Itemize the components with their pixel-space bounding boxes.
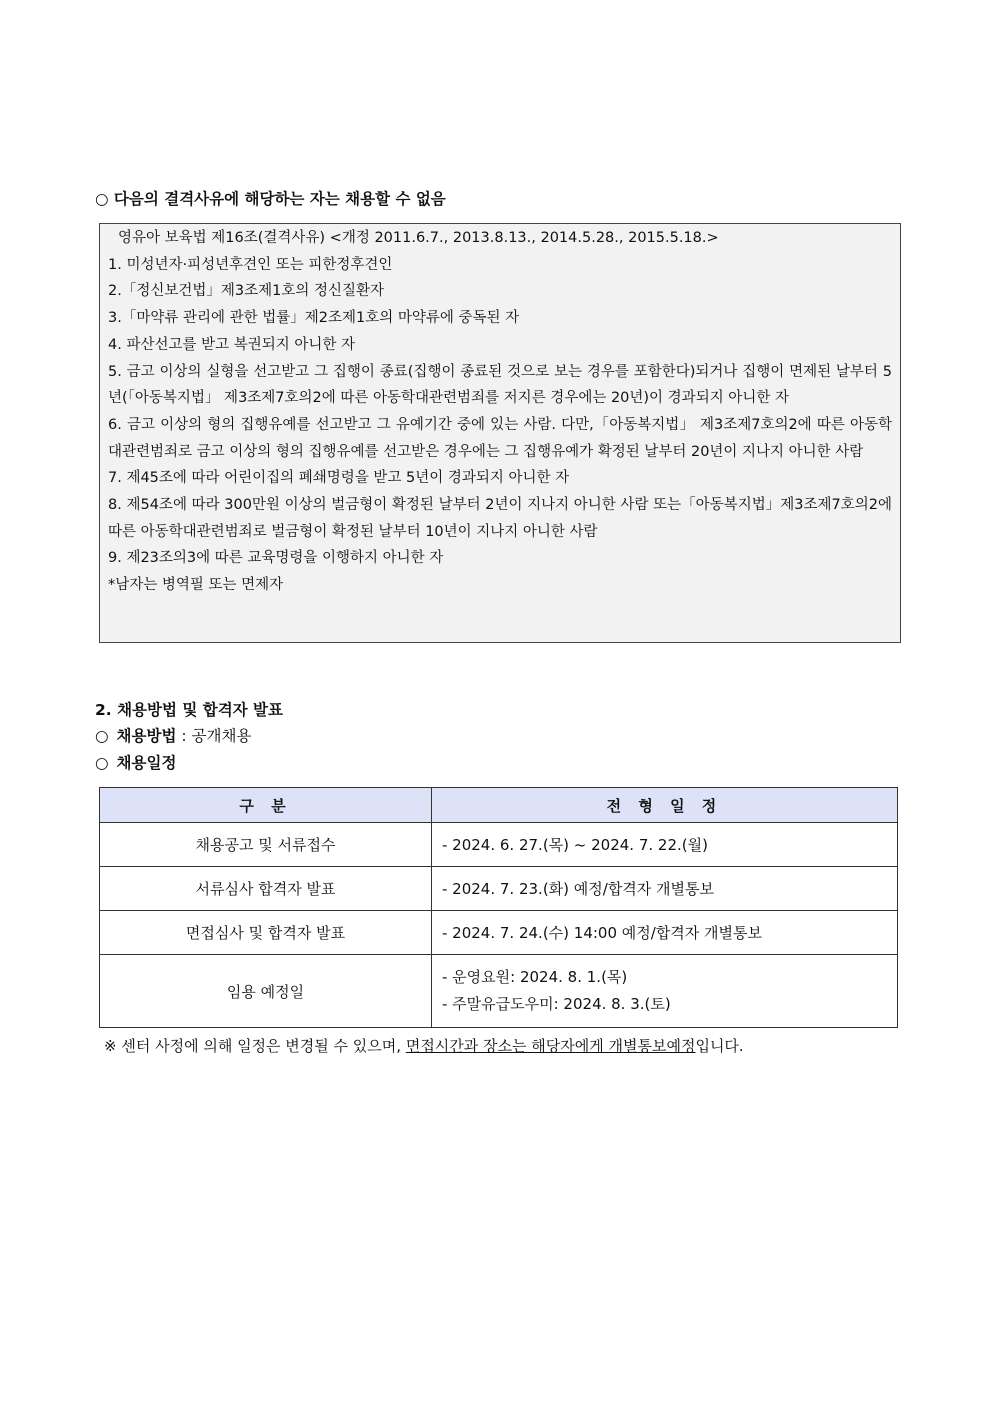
disqualification-heading: ○ 다음의 결격사유에 해당하는 자는 채용할 수 없음 xyxy=(95,190,446,208)
note-prefix: ※ 센터 사정에 의해 일정은 변경될 수 있으며, xyxy=(104,1037,406,1055)
list-item: 9. 제23조의3에 따른 교육명령을 이행하지 아니한 자 xyxy=(108,550,444,567)
note-underlined: 면접시간과 장소는 해당자에게 개별통보예정 xyxy=(405,1037,696,1055)
circle-bullet-icon: ○ xyxy=(95,727,109,745)
table-row xyxy=(100,911,898,955)
row-label: 임용 예정일 xyxy=(100,955,432,1028)
row-value-line: - 운영요원: 2024. 8. 1.(목) xyxy=(442,968,628,986)
list-item: 8. 제54조에 따라 300만원 이상의 벌금형이 확정된 날부터 2년이 지나지 아니한 사람 또는「아동복지법」제3조제7호의2에 따른 아동학대관련범죄로 벌금형이 확정된 날부터 10년이 지나지 아니한 사람 xyxy=(108,497,892,540)
circle-bullet-icon: ○ xyxy=(95,754,109,772)
table-row xyxy=(100,955,898,1028)
footnote: *남자는 병역필 또는 면제자 xyxy=(108,577,284,594)
row-value-line: - 주말유급도우미: 2024. 8. 3.(토) xyxy=(442,995,671,1013)
method-line xyxy=(95,724,251,748)
list-item: 6. 금고 이상의 형의 집행유예를 선고받고 그 유예기간 중에 있는 사람. 다만,「아동복지법」 제3조제7호의2에 따른 아동학대관련범죄로 금고 이상의 형의 집행유예를 선고받은 경우에는 그 집행유예가 확정된 날부터 20년이 지나지 아니한 사람 xyxy=(108,416,892,460)
law-title: 영유아 보육법 제16조(결격사유) <개정 2011.6.7., 2013.8.13., 2014.5.28., 2015.5.18.> xyxy=(118,230,719,246)
list-item: 5. 금고 이상의 실형을 선고받고 그 집행이 종료(집행이 종료된 것으로 보는 경우를 포함한다)되거나 집행이 면제된 날부터 5년(「아동복지법」 제3조제7호의2에 따른 아동학대관련범죄를 저지른 경우에는 20년)이 경과되지 아니한 자 xyxy=(108,363,892,407)
table-row xyxy=(100,867,898,911)
list-item: 1. 미성년자·피성년후견인 또는 피한정후견인 xyxy=(108,256,393,273)
schedule-label: 채용일정 xyxy=(116,754,177,772)
schedule-table xyxy=(99,787,898,1028)
table-row xyxy=(100,823,898,867)
row-label: 서류심사 합격자 발표 xyxy=(100,867,432,911)
list-item: 7. 제45조에 따라 어린이집의 폐쇄명령을 받고 5년이 경과되지 아니한 자 xyxy=(108,470,570,487)
schedule-note xyxy=(104,1034,744,1058)
row-value: - 2024. 7. 24.(수) 14:00 예정/합격자 개별통보 xyxy=(432,911,898,955)
list-item: 4. 파산선고를 받고 복권되지 아니한 자 xyxy=(108,336,355,353)
note-suffix: 입니다. xyxy=(695,1037,744,1055)
row-value: - 2024. 7. 23.(화) 예정/합격자 개별통보 xyxy=(432,867,898,911)
row-label: 면접심사 및 합격자 발표 xyxy=(100,911,432,955)
method-label: 채용방법 xyxy=(116,727,177,745)
schedule-line xyxy=(95,751,176,775)
row-value xyxy=(432,955,898,1028)
column-header-schedule: 전 형 일 정 xyxy=(432,788,898,823)
section-2-heading: 2. 채용방법 및 합격자 발표 xyxy=(95,701,283,719)
method-value: : 공개채용 xyxy=(176,727,252,745)
disqualification-box xyxy=(99,223,901,643)
table-header-row xyxy=(100,788,898,823)
row-value: - 2024. 6. 27.(목) ~ 2024. 7. 22.(월) xyxy=(432,823,898,867)
list-item: 2.「정신보건법」제3조제1호의 정신질환자 xyxy=(108,283,384,300)
row-label: 채용공고 및 서류접수 xyxy=(100,823,432,867)
column-header-category: 구 분 xyxy=(100,788,432,823)
list-item: 3.「마약류 관리에 관한 법률」제2조제1호의 마약류에 중독된 자 xyxy=(108,310,520,327)
